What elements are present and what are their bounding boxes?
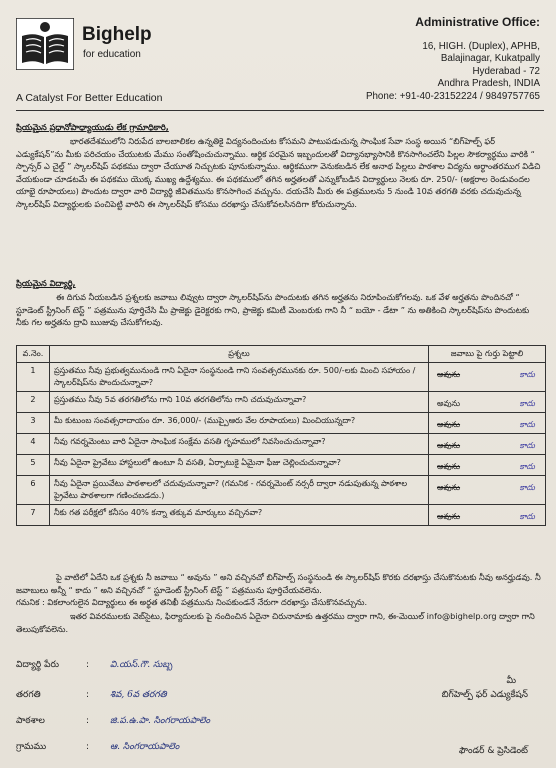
- disability-note: గమనిక : వికలాంగులైన విద్యార్థులు ఈ అర్థత తనిఖీ పత్రమును నింపకుండనే నేరుగా దరఖాస్తు చేసుకొనవచ్చును.: [16, 597, 368, 607]
- question-number: 4: [17, 434, 50, 455]
- question-row: [17, 455, 546, 476]
- column-header-answer: జవాబు పై గుర్తు పెట్టాలి: [429, 346, 546, 363]
- question-number: 3: [17, 413, 50, 434]
- question-row: [17, 392, 546, 413]
- question-text: మీ కుటుంబ సంవత్సరాదాయం రూ. 36,000/- (ముప్పైఆరు వేల రూపాయలు) మించియున్నదా?: [50, 413, 429, 434]
- answer-cell: [429, 455, 546, 476]
- question-text: ప్రస్తుతము నీవు 5వ తరగతిలోను గాని 10వ తరగతిలోను గాని చదువుచున్నావా?: [50, 392, 429, 413]
- question-row: [17, 505, 546, 526]
- question-text: నీవు గవర్నమెంటు వారి ఏదైనా సాంఘిక సంక్షేమ వసతి గృహములో నివసించుచున్నావా?: [50, 434, 429, 455]
- answer-cell: [429, 363, 546, 392]
- answer-cell: [429, 392, 546, 413]
- field-colon: :: [86, 690, 90, 700]
- field-colon: :: [86, 742, 90, 752]
- signature-title: ఫౌండర్ & ప్రెసిడెంట్: [458, 746, 528, 756]
- question-text: ప్రస్తుతము నీవు ప్రభుత్వమునుండి గాని ఏదైనా సంస్థనుండి గాని సంవత్సరమునకు రూ. 500/-లకు మించి సహాయం / స్కాలర్‌షిప్‌ను పొందుచున్నావా?: [50, 363, 429, 392]
- field-label: తరగతి: [16, 690, 41, 700]
- header-divider: [16, 110, 544, 111]
- eligibility-table: [16, 345, 546, 526]
- answer-option-yes[interactable]: అవును: [437, 419, 461, 429]
- brand-name: Bighelp: [82, 24, 152, 45]
- question-row: [17, 476, 546, 505]
- class-field: [16, 690, 167, 702]
- field-colon: :: [86, 660, 90, 670]
- village-value: ఆ. సింగరాయపాలెం: [110, 742, 180, 752]
- office-line: Hyderabad - 72: [472, 65, 540, 77]
- answer-cell: [429, 505, 546, 526]
- signature-greeting: మీ: [506, 676, 516, 686]
- school-value: జి.ప.ఉ.పా. సింగరాయపాలెం: [110, 716, 211, 726]
- student-name-value: వి.యస్.గౌ. సుబ్బ: [110, 660, 173, 670]
- answer-option-no[interactable]: కాదు: [519, 461, 535, 471]
- question-row: [17, 363, 546, 392]
- answer-cell: [429, 476, 546, 505]
- class-value: శివ, 6వ తరగతి: [110, 690, 167, 700]
- answer-option-yes[interactable]: అవును: [437, 482, 461, 492]
- contact-paragraph: ఇతర వివరములకు వెబ్‌సైటు, ఫిర్యాదులకు పై నందించిన ఏదైనా చిరునామాకు ఉత్తరము ద్వారా గాని, ఈ-మెయిల్ info@bighelp.org ద్వారా గాని తెలుపుకోవలెను.: [16, 611, 535, 634]
- question-number: 7: [17, 505, 50, 526]
- signature-org: బిగ్‌హెల్ప్ ఫర్ ఎడ్యుకేషన్: [441, 690, 528, 700]
- office-address: [366, 16, 540, 103]
- eligibility-paragraph: ఈ దిగువ నీయబడిన ప్రశ్నలకు జవాబు లివ్వుట ద్వారా స్కాలర్‌షిప్‌ను పొందుటకు తగిన అర్హతను నిరూపించుకోగలవు. ఒక వేళ అర్హతను పొందినచో “ స్టూడెంట్ స్ట్రీనింగ్ టెస్ట్ ” పత్రమును పూర్తిచేసి మీ ప్రాజెక్టు డైరెక్టరకు గాని, ప్రాజెక్టు కమిటీ మెంబరుకు గాని నీ “ బయో - డేటా ” ను అతికించి స్కాలర్‌షిప్‌ను పొందుటకు నీకు గల అర్హతను ద్రావి ఋజువు చేసుకోగలవు.: [16, 292, 530, 328]
- field-label: విద్యార్థి పేరు: [16, 660, 59, 670]
- answer-option-no[interactable]: కాదు: [519, 511, 535, 521]
- question-number: 5: [17, 455, 50, 476]
- answer-option-no[interactable]: కాదు: [519, 369, 535, 379]
- question-row: [17, 434, 546, 455]
- question-text: నీకు గత పరీక్షలో కనీసం 40% కన్నా తక్కువ మార్కులు వచ్చినవా?: [50, 505, 429, 526]
- column-header-number: వ.నెం.: [17, 346, 50, 363]
- question-number: 1: [17, 363, 50, 392]
- bighelp-logo-icon: [16, 18, 74, 70]
- table-header-row: [17, 346, 546, 363]
- field-colon: :: [86, 716, 90, 726]
- school-field: [16, 716, 210, 728]
- office-line: 16, HIGH. (Duplex), APHB,: [422, 40, 540, 52]
- brand-tagline: A Catalyst For Better Education: [16, 92, 163, 104]
- village-field: [16, 742, 179, 754]
- column-header-question: ప్రశ్నలు: [50, 346, 429, 363]
- field-label: పాఠశాల: [16, 716, 45, 726]
- answer-cell: [429, 434, 546, 455]
- question-text: నీవు ఏదైనా ప్రైవేటు హాస్టలులో ఉంటూ నీ వసతి, ఏర్పాటుకై ఏమైనా ఫీజు చెల్లించుచున్నావా?: [50, 455, 429, 476]
- question-row: [17, 413, 546, 434]
- answer-option-no[interactable]: కాదు: [519, 440, 535, 450]
- answer-option-yes[interactable]: అవును: [437, 511, 461, 521]
- answer-option-no[interactable]: కాదు: [519, 482, 535, 492]
- student-name-field: [16, 660, 173, 672]
- intro-paragraph: భారతదేశములోని నిరుపేద బాలబాలికల ఉన్నతికై విద్యనందించుట కోసమని పాటుపడుచున్న సాంఘిక సేవా సంస్థ అయిన “బిగ్‌హెల్ప్ ఫర్ ఎడ్యుకేషన్”ను మీకు పరిచయం చేయుటకు మేము సంతోషించుచున్నాము. ఆర్థిక పరమైన ఇబ్బందులతో విద్యానభ్యాసానికి కొనసాగించలేని పిల్లల సౌకర్యార్థము వారికి “ స్పాన్సర్ ఎ చైల్డ్ ” స్కాలర్‌షిప్ పథకము ద్వారా చేయూత నిచ్చుటకు పూనుకున్నాము. ఆర్థికముగా వెనుకబడిన లేక అనాథ పిల్లలు పాఠశాల విద్యను అర్థాంతరముగ విడిచి వేయకుండా చూడటమే ఈ పథకము యొక్క ముఖ్య ఉద్దేశ్యము. ఈ పథకములో తగిన అర్హతలతో ఎన్నుకోబడిన విద్యార్థులు నెలకు రూ. 250/- (అక్షరాల రెండువందల యాభై రూపాయలు) పొందుట ద్వారా వారి విద్యార్థి జీవితమును కొనసాగించ వచ్చును. దయచేసి మీరు ఈ పత్రములను 5 నుండి 10వ తరగతి వరకు చదువుచున్న స్కాలర్‌షిప్ విద్యార్థులకు పంచిపెట్టి వారిని ఈ స్కాలర్‌షిప్ కోసము దరఖాస్తు చేసుకోవలసినదిగా కోరుచున్నాను.: [16, 136, 541, 209]
- answer-option-yes[interactable]: అవును: [437, 461, 461, 471]
- answer-option-no[interactable]: కాదు: [519, 398, 535, 408]
- answer-option-yes[interactable]: అవును: [437, 440, 461, 450]
- office-phone: Phone: +91-40-23152224 / 9849757765: [365, 90, 540, 102]
- field-label: గ్రామము: [16, 742, 47, 752]
- office-line: Balajinagar, Kukatpally: [440, 53, 540, 64]
- question-text: నీవు ఏదైనా ప్రయివేటు పాఠశాలలో చదువుచున్నావా? (గమనిక - గవర్నమెంట్ నర్సరీ ద్వారా నడుపుతున్న పాఠశాల ప్రైవేటు పాఠశాలగా గణించబడదు.): [50, 476, 429, 505]
- office-title: Administrative Office:: [415, 15, 540, 29]
- disqualification-paragraph: పై వాటిలో ఏదేని ఒక ప్రశ్నకు నీ జవాబు “ అవును ” అని వచ్చినచో బిగ్‌హెల్ప్ సంస్థనుండి ఈ స్కాలర్‌షిప్ కొరకు దరఖాస్తు చేసుకొనుటకు నీవు అనర్హుడవు. నీ జవాబులు అన్నీ “ కాదు ” అని వచ్చినచో “ స్టూడెంట్ స్ట్రీనింగ్ టెస్ట్ ” పత్రమును పూర్తిచేయవలెను.: [16, 572, 541, 595]
- answer-option-yes[interactable]: అవును: [437, 369, 461, 379]
- question-number: 6: [17, 476, 50, 505]
- answer-cell: [429, 413, 546, 434]
- brand-subtitle: for education: [83, 49, 141, 60]
- office-line: Andhra Pradesh, INDIA: [437, 78, 540, 89]
- answer-option-yes[interactable]: అవును: [437, 398, 461, 408]
- question-number: 2: [17, 392, 50, 413]
- answer-option-no[interactable]: కాదు: [519, 419, 535, 429]
- salutation: ప్రియమైన ప్రధానోపాధ్యాయుడు లేక గ్రామాధికారి,: [16, 122, 169, 132]
- student-salutation: ప్రియమైన విద్యార్థి,: [16, 278, 76, 288]
